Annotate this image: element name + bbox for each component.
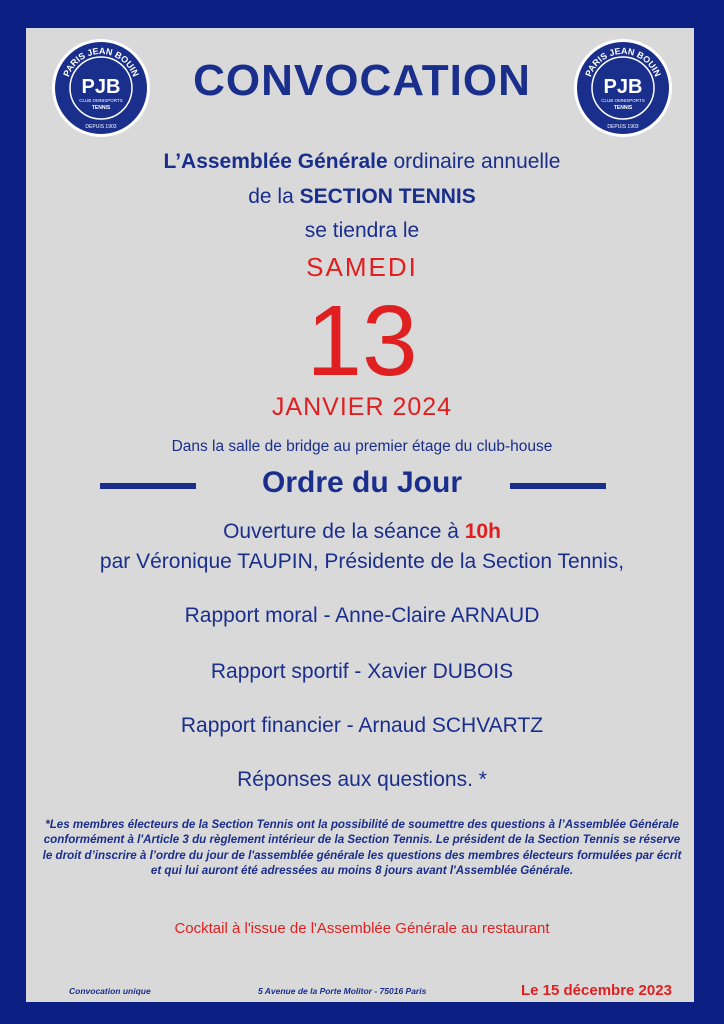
footnote: *Les membres électeurs de la Section Tennis ont la possibilité de soumettre des questions à l’Assemblée Générale conformément à l'Article 3 du règlement intérieur de la Section Tennis. Le président de la Section Tennis se réserve le droit d’inscrire à l’ordre du jour de l'assemblée générale les questions des membres électeurs formulées par écrit et qui lui auront été adressées au moins 8 jours avant l'Assemblée Générale. [42,818,682,877]
logo-ring-text: PARIS JEAN BOUIN [583,45,663,79]
weekday: SAMEDI [306,252,418,282]
logo-since: DEPUIS 1903 [85,124,117,130]
section-name: SECTION TENNIS [299,185,476,208]
section-prefix: de la [248,185,300,208]
logo-section: TENNIS [91,105,111,111]
agenda-item: Réponses aux questions. * [237,768,487,791]
day-number: 13 [306,285,418,397]
footer-convocation: Convocation unique [69,986,151,996]
logo-monogram: PJB [603,76,643,98]
intro-line-3: se tiendra le [304,219,420,242]
agenda-opening-by: par Véronique TAUPIN, Présidente de la Section Tennis, [99,550,625,573]
logo-section: TENNIS [613,105,633,111]
page-title: CONVOCATION [193,56,531,105]
logo-club: CLUB OMNISPORTS [79,98,123,103]
divider-right [510,483,606,489]
logo-ring-text: PARIS JEAN BOUIN [61,45,141,79]
agenda-title: Ordre du Jour [261,466,463,499]
agenda-item: Rapport moral - Anne-Claire ARNAUD [184,604,540,627]
month-year: JANVIER 2024 [271,393,453,421]
intro-line-2 [0,185,724,209]
cocktail-note: Cocktail à l'issue de l'Assemblée Générale au restaurant [174,920,550,937]
footer-date: Le 15 décembre 2023 [521,982,672,999]
intro-line-1 [0,150,724,174]
opening-text: Ouverture de la séance à [223,520,465,543]
logo-club: CLUB OMNISPORTS [601,98,645,103]
logo-monogram: PJB [81,76,121,98]
assembly-name: L’Assemblée Générale [163,150,388,173]
venue-text: Dans la salle de bridge au premier étage du club-house [171,438,553,455]
opening-time: 10h [464,520,501,543]
assembly-type: ordinaire annuelle [387,150,561,173]
agenda-item: Rapport financier - Arnaud SCHVARTZ [180,714,544,737]
logo-since: DEPUIS 1903 [607,124,639,130]
agenda-item: Rapport sportif - Xavier DUBOIS [210,660,514,683]
footer-address: 5 Avenue de la Porte Molitor - 75016 Paris [258,986,427,996]
agenda-opening [0,520,724,544]
